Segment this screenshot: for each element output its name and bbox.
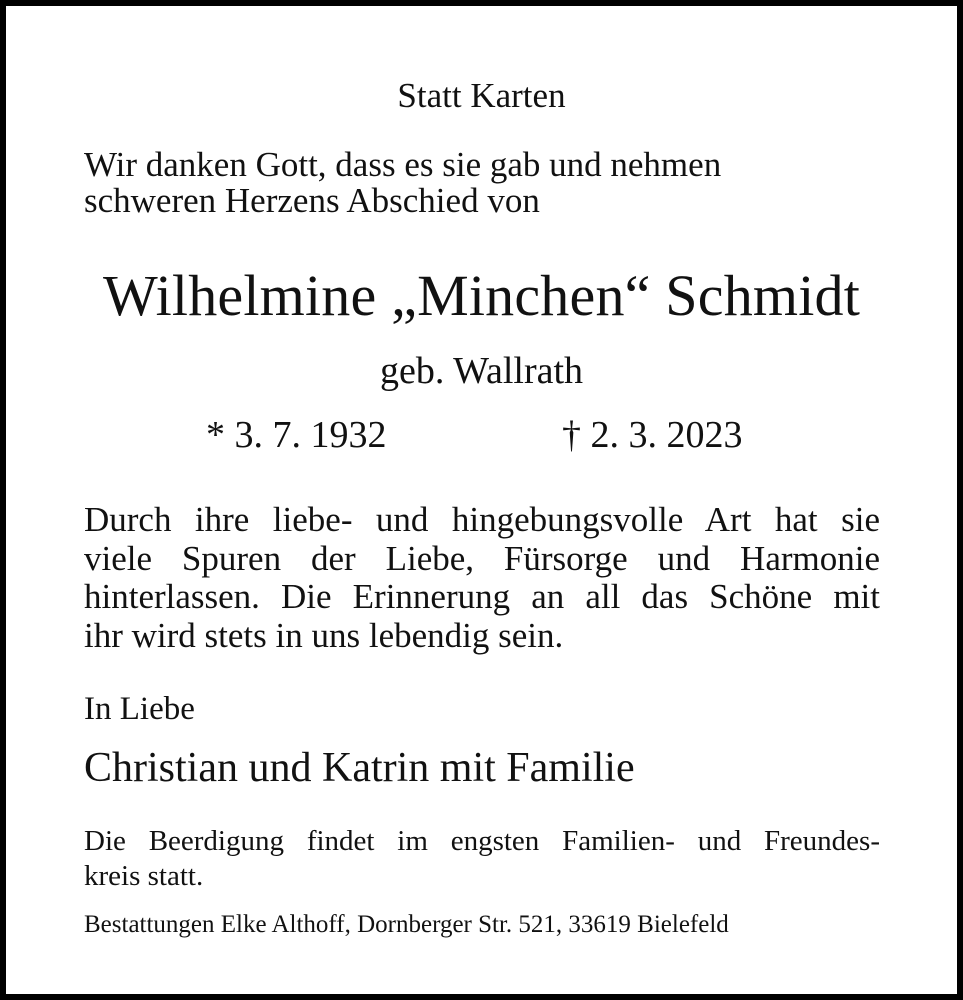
intro-line-2: schweren Herzens Abschied von (84, 181, 540, 220)
tribute-line-4: ihr wird stets in uns lebendig sein. (84, 615, 564, 655)
tribute-line-3: hinterlassen. Die Erinnerung an all das Schöne mit (84, 577, 880, 616)
tribute-line-1: Durch ihre liebe- und hingebungsvolle Art hat sie (84, 500, 880, 539)
undertaker-info: Bestattungen Elke Althoff, Dornberger Str. 521, 33619 Bielefeld (84, 911, 729, 938)
deceased-name: Wilhelmine „Minchen“ Schmidt (102, 263, 861, 328)
birth-date: * 3. 7. 1932 (206, 414, 387, 456)
death-date: † 2. 3. 2023 (562, 414, 743, 456)
funeral-line-1: Die Beerdigung findet im engsten Familien- und Freundes- (84, 825, 880, 857)
notice-heading: Statt Karten (397, 76, 566, 115)
funeral-line-2: kreis statt. (84, 860, 204, 892)
tribute-paragraph (84, 501, 880, 655)
maiden-name: geb. Wallrath (379, 350, 584, 392)
mourners-name: Christian und Katrin mit Familie (84, 745, 635, 791)
intro-line-1: Wir danken Gott, dass es sie gab und nehmen (84, 145, 722, 184)
closing-phrase: In Liebe (84, 691, 195, 727)
funeral-info (84, 824, 880, 894)
tribute-line-2: viele Spuren der Liebe, Fürsorge und Harmonie (84, 538, 880, 578)
